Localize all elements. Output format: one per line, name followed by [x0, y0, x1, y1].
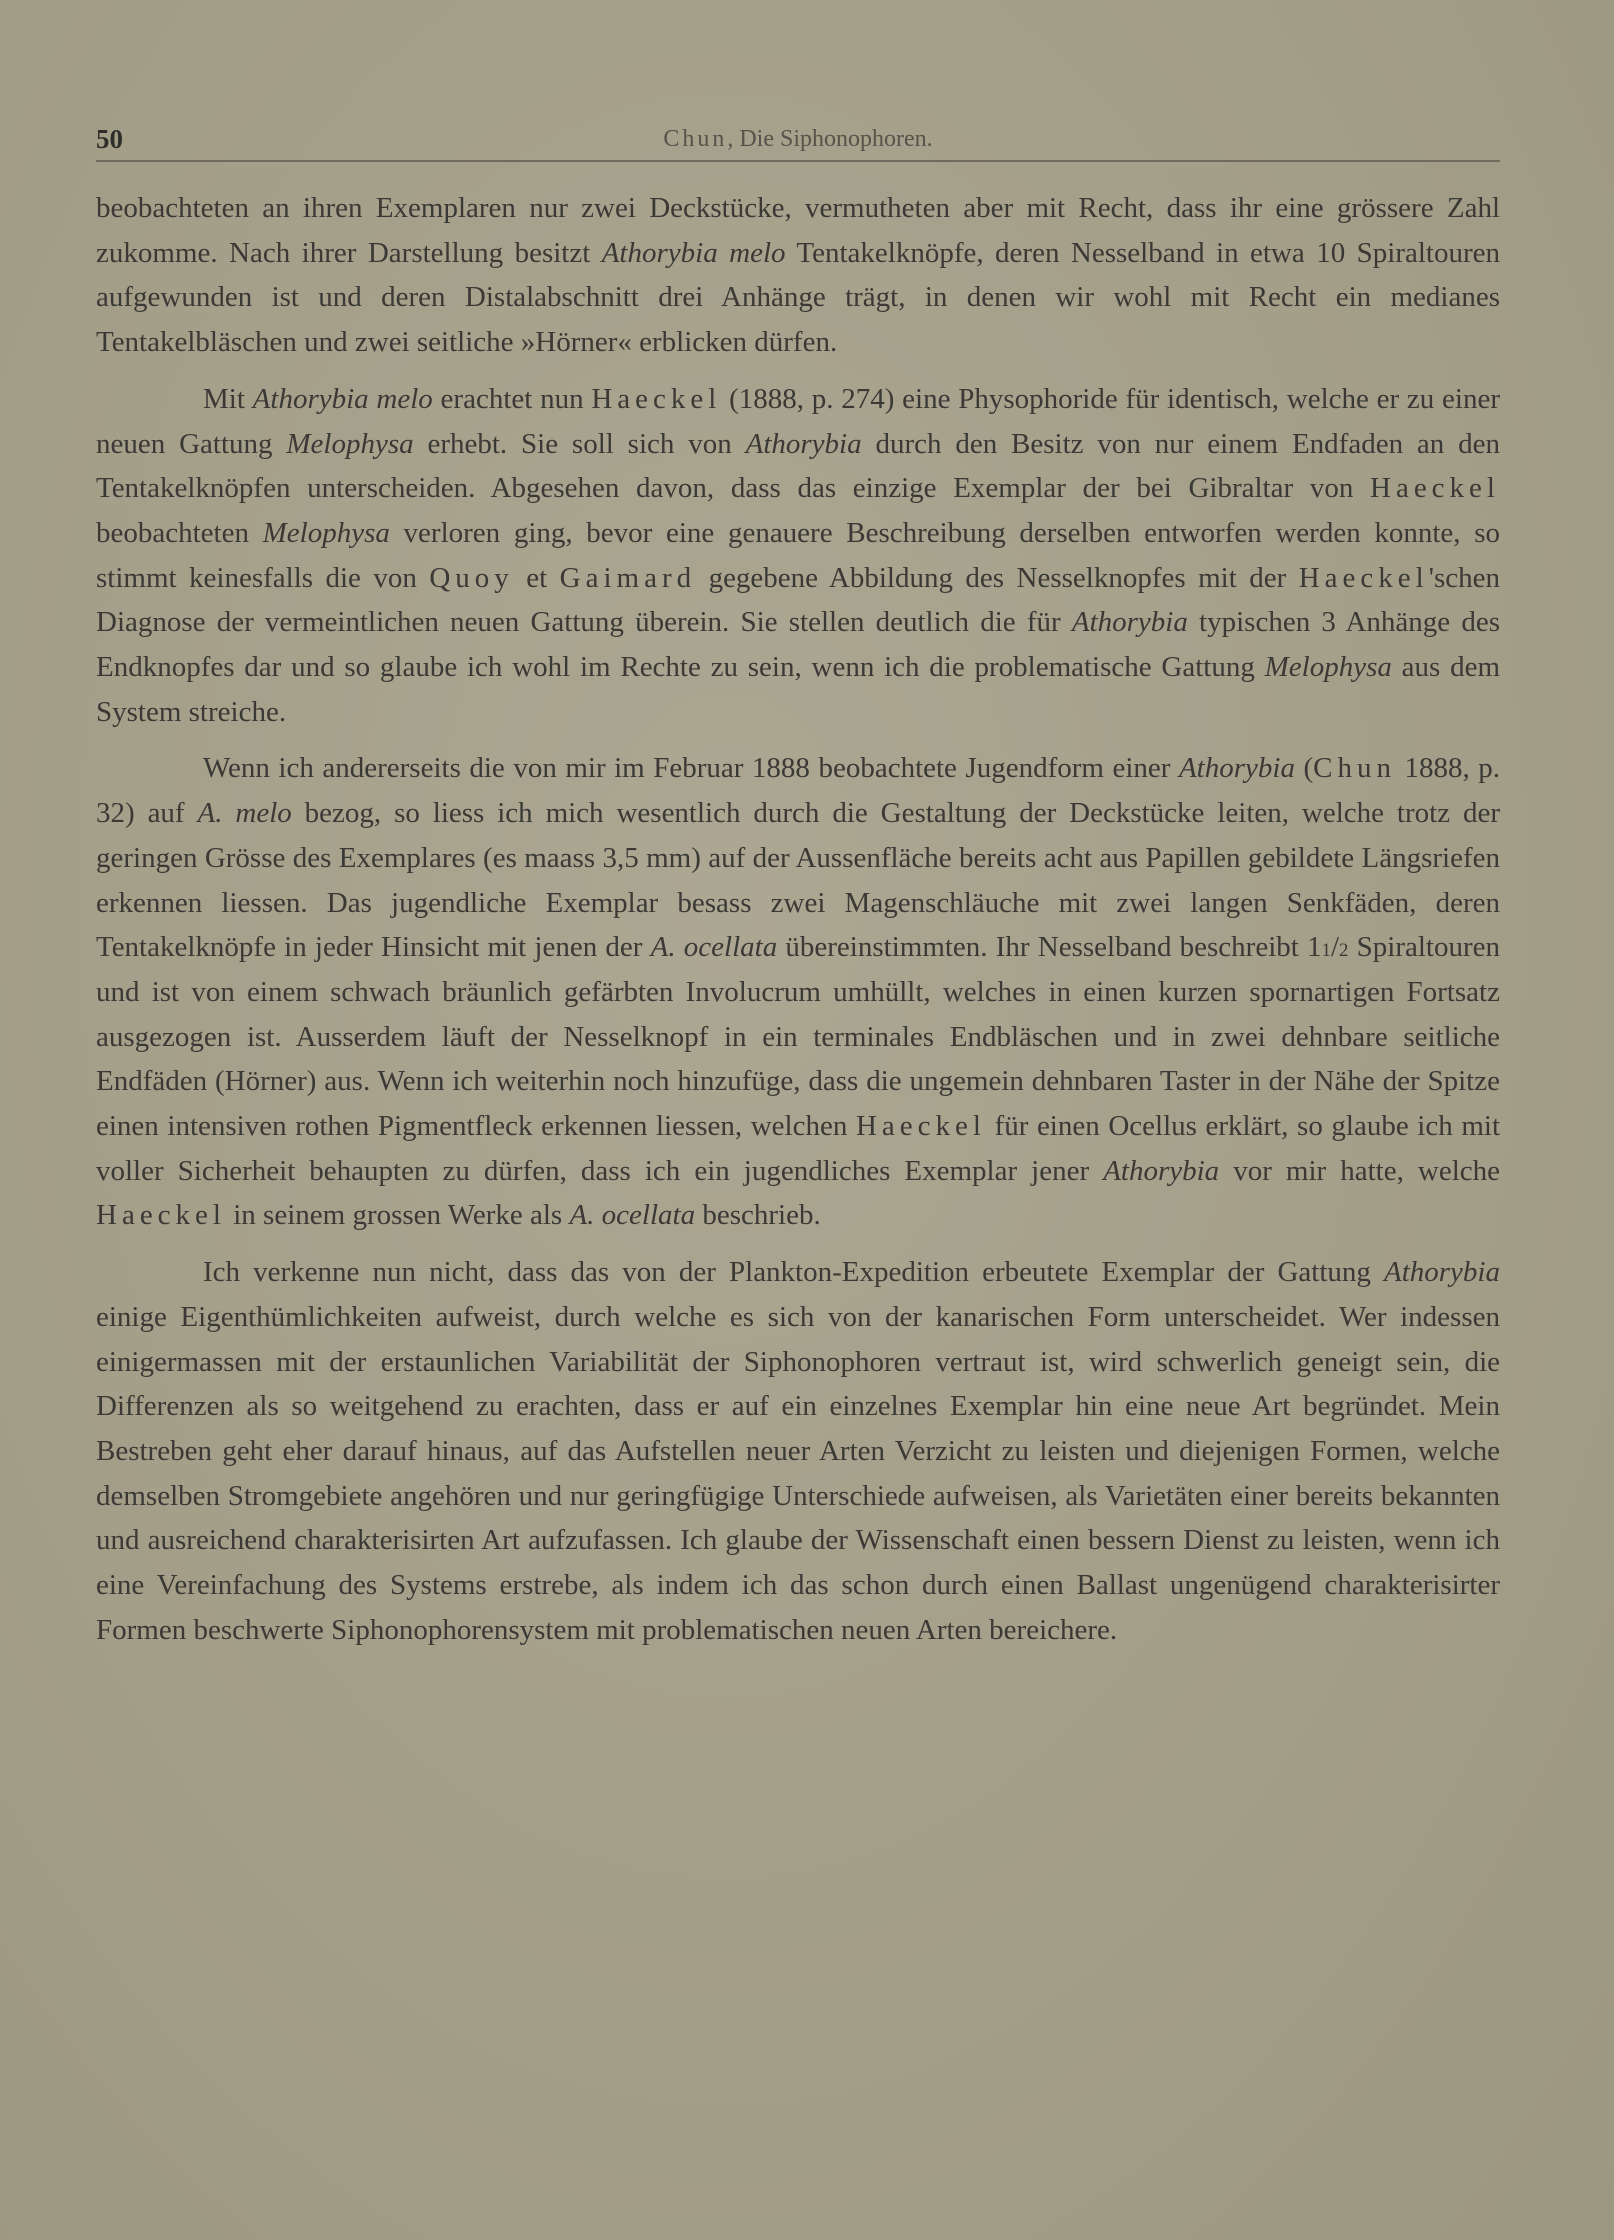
text-run: Mit [203, 382, 253, 415]
running-head [96, 120, 1500, 162]
paragraph-3 [96, 746, 1500, 1238]
text-run: einige Eigenthümlichkeiten aufweist, durch welche es sich von der kanarischen Form unterscheidet. Wer indessen einigermassen mit der erstaunlichen Variabilität der Siphonophoren vertraut ist, wird schwerlich geneigt sein, die Differenzen als so weitgehend zu erachten, dass er auf ein einzelnes Exemplar hin eine neue Art begründet. Mein Bestreben geht eher darauf hinaus, auf das Aufstellen neuer Arten Verzicht zu leisten und diejenigen Formen, welche demselben Stromgebiete angehören und nur geringfügige Unterschiede aufweisen, als Varietäten einer bereits bekannten und ausreichend charakterisirten Art aufzufassen. Ich glaube der Wissenschaft einen bessern Dienst zu leisten, wenn ich eine Vereinfachung des Systems erstrebe, als indem ich das schon durch einen Ballast ungenügend charakterisirter Formen beschwerte Siphonophorensystem mit problematischen neuen Arten bereichere. [96, 1300, 1500, 1646]
author-name: Gaimard [559, 561, 697, 594]
text-run: 'schen Diagnose der vermeintlichen neuen Gattung überein. Sie stellen deutlich die für [96, 561, 1500, 639]
text-run: ( [1294, 752, 1314, 785]
text-run: typischen 3 Anhänge des Endknopfes dar und so glaube ich wohl im Rechte zu sein, wenn ich die problematische Gattung [96, 606, 1500, 684]
author-name: Haeckel [96, 1199, 226, 1232]
fraction-numerator: 1 [1321, 940, 1331, 962]
text-run: beobachteten an ihren Exemplaren nur zwei Deckstücke, vermutheten aber mit Recht, dass ihr eine grössere Zahl zukomme. Nach ihrer Darstellung besitzt [96, 192, 1500, 269]
paragraph-1 [96, 186, 1500, 365]
fraction-denominator: 2 [1339, 940, 1349, 962]
taxon-name: A. ocellata [569, 1199, 696, 1232]
text-run: durch den Besitz von nur einem Endfaden an den Tentakelknöpfen unterscheiden. Abgesehen davon, dass das einzige Exemplar der bei Gibraltar von [96, 427, 1501, 505]
author-name: Haeckel [855, 1110, 986, 1143]
text-run: bezog, so liess ich mich wesentlich durch die Gestaltung der Deckstücke leiten, welche trotz der geringen Grösse des Exemplares (es maass 3,5 mm) auf der Aussenfläche bereits acht aus Papillen gebildete Längsriefen erkennen liessen. Das jugendliche Exemplar besass zwei Magenschläuche mit zwei langen Senkfäden, deren Tentakelknöpfe in jeder Hinsicht mit jenen der [96, 797, 1501, 964]
text-run: verloren ging, bevor eine genauere Beschreibung derselben entworfen werden konnte, so stimmt keinesfalls die von [96, 516, 1500, 594]
author-name: Quoy [429, 561, 514, 594]
text-run: 1888, p. 32) auf [96, 752, 1500, 830]
author-name: Haeckel [591, 382, 722, 415]
text-run: gegebene Abbildung des Nesselknopfes mit der [696, 561, 1299, 594]
text-run: übereinstimmten. Ihr Nesselband beschreibt 1 [777, 931, 1322, 964]
text-run: für einen Ocellus erklärt, so glaube ich mit voller Sicherheit behaupten zu dürfen, dass ich ein jugendliches Exemplar jener [96, 1110, 1500, 1187]
text-run: erachtet nun [432, 382, 592, 415]
text-run: beschrieb. [695, 1199, 821, 1232]
text-run: Tentakelknöpfe, deren Nesselband in etwa 10 Spiraltouren aufgewunden ist und deren Distalabschnitt drei Anhänge trägt, in denen wir wohl mit Recht ein medianes Tentakelbläschen und zwei seitliche »Hörner« erblicken dürfen. [96, 236, 1500, 359]
taxon-name: Athorybia [1103, 1154, 1220, 1187]
page-number: 50 [96, 124, 123, 154]
taxon-name: Athorybia [745, 427, 862, 460]
taxon-name: Athorybia [1384, 1256, 1500, 1289]
author-name: Chun [1313, 752, 1396, 785]
running-title-text: , Die Siphonophoren. [727, 126, 933, 152]
running-title [96, 126, 1500, 153]
taxon-name: Melophysa [1264, 651, 1392, 684]
text-run: in seinem grossen Werke als [226, 1199, 570, 1232]
text-run: erhebt. Sie soll sich von [413, 427, 746, 460]
text-run: Ich verkenne nun nicht, dass das von der Plankton-Expedition erbeutete Exemplar der Gattung [203, 1256, 1384, 1289]
taxon-name: Melophysa [262, 516, 390, 549]
taxon-name: Athorybia [1178, 752, 1295, 785]
taxon-name: A. ocellata [650, 931, 778, 964]
body-text [96, 186, 1500, 1653]
taxon-name: Athorybia melo [252, 382, 433, 415]
paragraph-2 [96, 377, 1500, 735]
text-run: aus dem System streiche. [96, 651, 1501, 728]
text-run: Wenn ich andererseits die von mir im Februar 1888 beobachtete Jugendform einer [203, 752, 1179, 785]
paragraph-4 [96, 1250, 1500, 1652]
taxon-name: Athorybia [1071, 606, 1188, 639]
taxon-name: Melophysa [286, 427, 414, 460]
author-name: Haeckel [1298, 561, 1429, 594]
taxon-name: Athorybia melo [601, 236, 786, 269]
text-run: et [513, 561, 560, 594]
running-title-author: Chun [663, 126, 728, 152]
text-run: beobachteten [96, 516, 263, 549]
text-run: vor mir hatte, welche [1219, 1154, 1500, 1187]
text-run: (1888, p. 274) eine Physophoride für identisch, welche er zu einer neuen Gattung [96, 382, 1501, 460]
taxon-name: A. melo [197, 797, 292, 830]
text-run: Spiraltouren und ist von einem schwach bräunlich gefärbten Involucrum umhüllt, welches in einen kurzen spornartigen Fortsatz ausgezogen ist. Ausserdem läuft der Nesselknopf in ein terminales Endbläschen und in zwei dehnbare seitliche Endfäden (Hörner) aus. Wenn ich weiterhin noch hinzufüge, dass die ungemein dehnbaren Taster in der Nähe der Spitze einen intensiven rothen Pigmentfleck erkennen liessen, welchen [96, 931, 1500, 1143]
fraction-slash: / [1330, 931, 1340, 964]
author-name: Haeckel [1370, 472, 1500, 505]
